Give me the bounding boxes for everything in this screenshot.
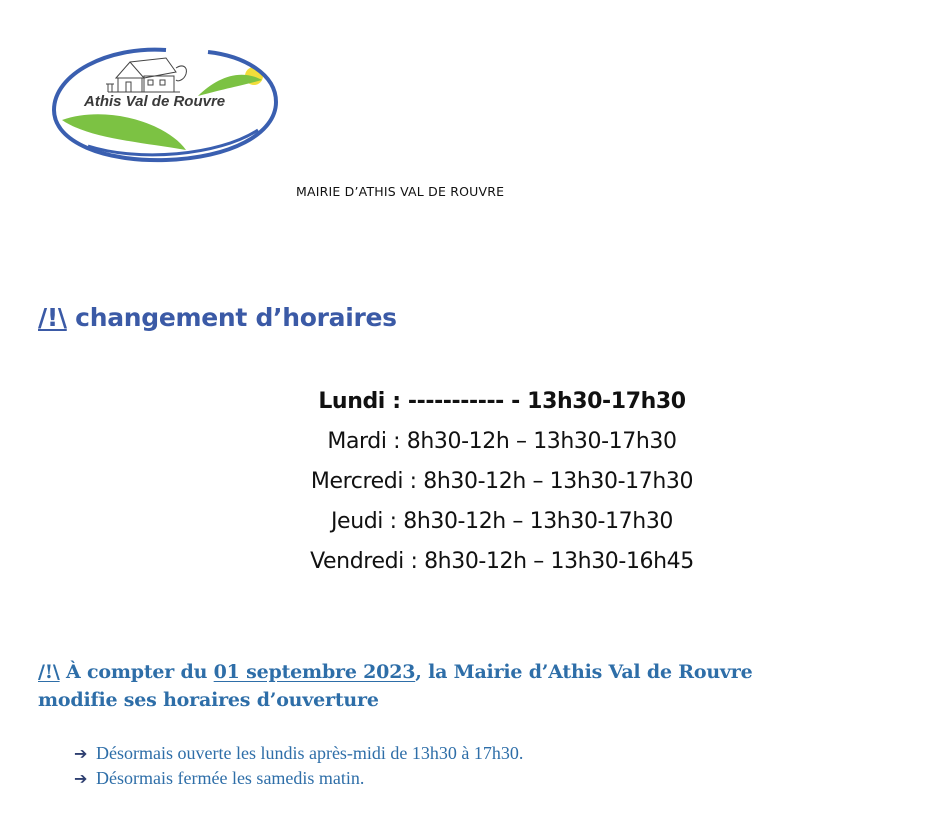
list-item (74, 766, 523, 791)
opening-hours (200, 382, 804, 582)
hours-day: Lundi : (318, 389, 401, 414)
hours-value: 8h30-12h – 13h30-17h30 (403, 509, 674, 534)
bullet-text: Désormais fermée les samedis matin. (96, 768, 365, 788)
bullet-text: Désormais ouverte les lundis après-midi de 13h30 à 17h30. (96, 743, 524, 763)
hours-row-mercredi (200, 462, 804, 502)
notice-line-1 (38, 658, 918, 686)
bullet-list (74, 741, 523, 791)
hours-day: Vendredi : (310, 549, 418, 574)
logo-text: Athis Val de Rouvre (84, 93, 226, 110)
hours-day: Mardi : (327, 429, 401, 454)
hours-value: ----------- - 13h30-17h30 (407, 389, 686, 414)
warning-symbol: /!\ (38, 303, 67, 332)
change-title-text: changement d’horaires (75, 303, 397, 332)
hours-value: 8h30-12h – 13h30-17h30 (423, 469, 694, 494)
hours-row-mardi (200, 422, 804, 462)
notice-line-2: modifie ses horaires d’ouverture (38, 689, 379, 711)
hours-value: 8h30-12h – 13h30-16h45 (424, 549, 694, 574)
hours-row-lundi (200, 382, 804, 422)
warning-symbol: /!\ (38, 661, 60, 683)
notice (38, 658, 918, 714)
hours-row-jeudi (200, 502, 804, 542)
hours-value: 8h30-12h – 13h30-17h30 (406, 429, 677, 454)
notice-prefix: À compter du (66, 661, 208, 683)
hours-day: Mercredi : (310, 469, 417, 494)
notice-suffix: , la Mairie d’Athis Val de Rouvre (415, 661, 753, 683)
house-sketch-icon (106, 58, 186, 92)
hours-day: Jeudi : (330, 509, 397, 534)
logo (48, 38, 284, 164)
notice-date: 01 septembre 2023 (213, 661, 416, 683)
list-item (74, 741, 523, 766)
hours-row-vendredi (200, 542, 804, 582)
organization-name: MAIRIE D’ATHIS VAL DE ROUVRE (296, 184, 505, 199)
arrow-right-icon: ➔ (74, 744, 88, 763)
change-title (38, 303, 397, 332)
arrow-right-icon: ➔ (74, 769, 88, 788)
